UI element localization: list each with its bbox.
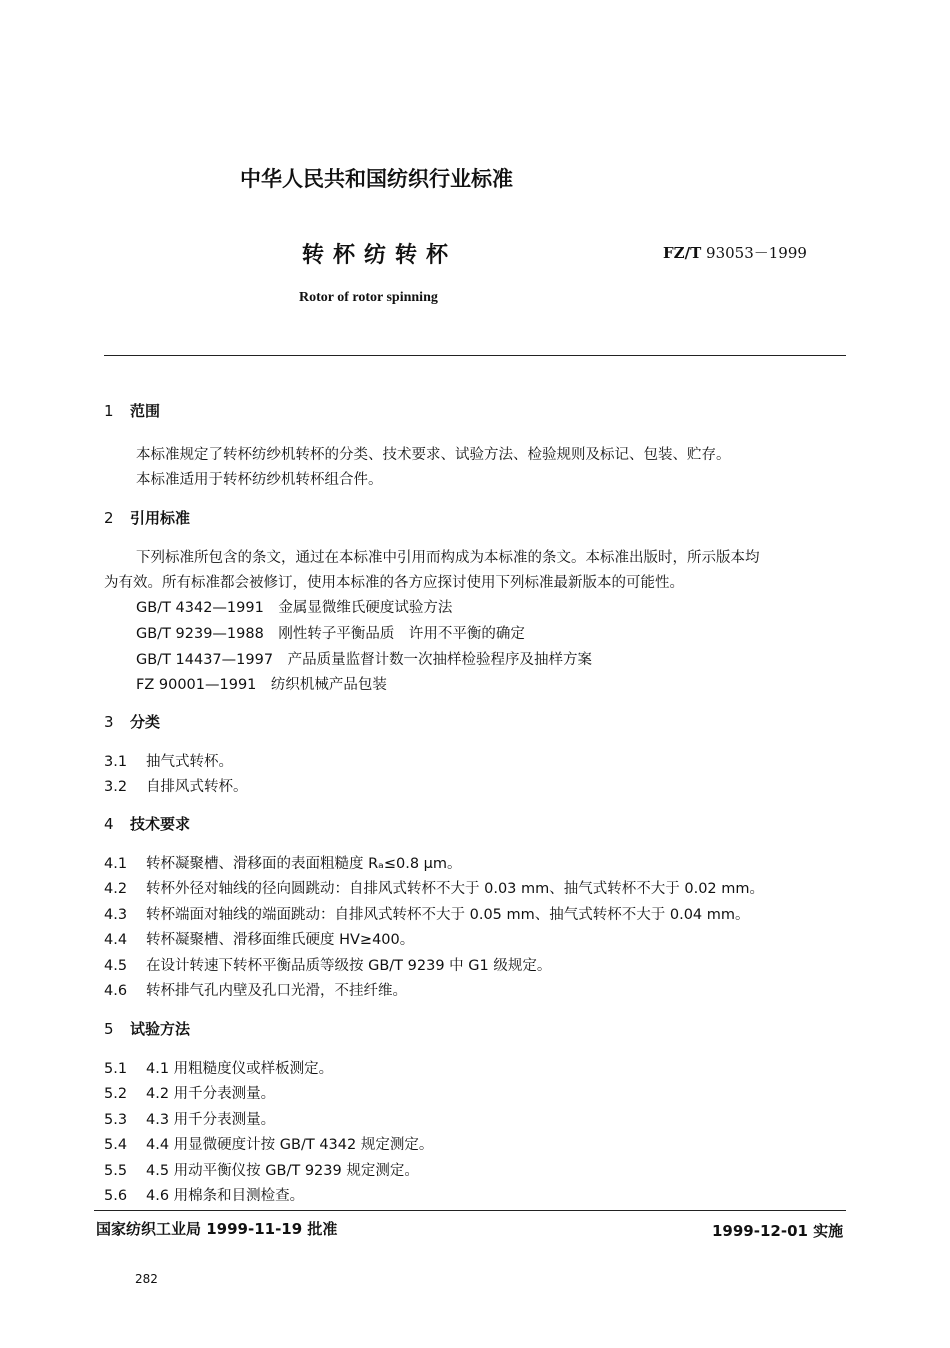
section-1-heading bbox=[104, 400, 160, 421]
list-item bbox=[104, 852, 462, 873]
implementation-date: 1999-12-01 实施 bbox=[712, 1222, 844, 1240]
item-number: 4.2 bbox=[104, 881, 128, 897]
section-2-heading bbox=[104, 507, 190, 528]
item-text: 4.5 用动平衡仪按 GB/T 9239 规定测定。 bbox=[146, 1163, 419, 1179]
section-number: 4 bbox=[104, 815, 114, 833]
section-title: 范围 bbox=[130, 402, 161, 420]
item-text: 抽气式转杯。 bbox=[146, 754, 233, 770]
section-number: 2 bbox=[104, 509, 114, 527]
item-text: 转杯外径对轴线的径向圆跳动：自排风式转杯不大于 0.03 mm、抽气式转杯不大于 0.02 mm。 bbox=[146, 881, 765, 897]
section-number: 1 bbox=[104, 402, 114, 420]
item-number: 5.6 bbox=[104, 1188, 128, 1204]
standard-code-number: 93053－1999 bbox=[706, 244, 807, 262]
page-number: 282 bbox=[135, 1272, 158, 1286]
standard-name: 转杯纺转杯 bbox=[302, 243, 458, 268]
paragraph: 本标准规定了转杯纺纱机转杯的分类、技术要求、试验方法、检验规则及标记、包装、贮存。 bbox=[136, 447, 731, 463]
list-item bbox=[104, 877, 764, 898]
item-number: 5.2 bbox=[104, 1086, 128, 1102]
list-item bbox=[104, 1108, 275, 1129]
list-item bbox=[104, 1159, 419, 1180]
item-text: 4.4 用显微硬度计按 GB/T 4342 规定测定。 bbox=[146, 1137, 434, 1153]
list-item bbox=[104, 903, 750, 924]
item-number: 5.3 bbox=[104, 1112, 128, 1128]
item-number: 3.2 bbox=[104, 779, 128, 795]
section-number: 3 bbox=[104, 713, 114, 731]
list-item bbox=[104, 1057, 333, 1078]
paragraph: 下列标准所包含的条文，通过在本标准中引用而构成为本标准的条文。本标准出版时，所示版本均 bbox=[136, 550, 760, 566]
item-text: 在设计转速下转杯平衡品质等级按 GB/T 9239 中 G1 级规定。 bbox=[146, 958, 552, 974]
section-number: 5 bbox=[104, 1020, 114, 1038]
item-text: 转杯排气孔内壁及孔口光滑，不挂纤维。 bbox=[146, 983, 407, 999]
org-title: 中华人民共和国纺织行业标准 bbox=[240, 167, 513, 191]
item-number: 4.4 bbox=[104, 932, 128, 948]
section-title: 试验方法 bbox=[130, 1020, 191, 1038]
list-item bbox=[104, 954, 551, 975]
standard-code bbox=[663, 242, 807, 263]
item-number: 4.3 bbox=[104, 907, 128, 923]
list-item bbox=[104, 1184, 304, 1205]
paragraph: 为有效。所有标准都会被修订，使用本标准的各方应探讨使用下列标准最新版本的可能性。 bbox=[104, 575, 684, 591]
approval-info: 国家纺织工业局 1999-11-19 批准 bbox=[96, 1220, 338, 1238]
item-number: 5.4 bbox=[104, 1137, 128, 1153]
item-number: 4.5 bbox=[104, 958, 128, 974]
item-number: 4.6 bbox=[104, 983, 128, 999]
item-text: 4.1 用粗糙度仪或样板测定。 bbox=[146, 1061, 334, 1077]
item-text: 转杯凝聚槽、滑移面的表面粗糙度 Rₐ≤0.8 μm。 bbox=[146, 856, 462, 872]
item-text: 4.2 用千分表测量。 bbox=[146, 1086, 276, 1102]
english-title: Rotor of rotor spinning bbox=[299, 290, 438, 305]
item-text: 4.3 用千分表测量。 bbox=[146, 1112, 276, 1128]
item-number: 5.5 bbox=[104, 1163, 128, 1179]
footer-divider bbox=[94, 1210, 846, 1211]
standard-code-prefix: FZ/T bbox=[663, 244, 702, 262]
paragraph: 本标准适用于转杯纺纱机转杯组合件。 bbox=[136, 472, 383, 488]
section-5-heading bbox=[104, 1018, 190, 1039]
list-item bbox=[104, 775, 248, 796]
list-item bbox=[104, 1082, 275, 1103]
list-item bbox=[104, 750, 233, 771]
item-text: 转杯端面对轴线的端面跳动：自排风式转杯不大于 0.05 mm、抽气式转杯不大于 0.04 mm。 bbox=[146, 907, 750, 923]
section-title: 分类 bbox=[130, 713, 161, 731]
list-item bbox=[104, 928, 414, 949]
item-text: 转杯凝聚槽、滑移面维氏硬度 HV≥400。 bbox=[146, 932, 415, 948]
section-title: 技术要求 bbox=[130, 815, 191, 833]
list-item bbox=[104, 1133, 433, 1154]
section-3-heading bbox=[104, 711, 160, 732]
item-number: 3.1 bbox=[104, 754, 128, 770]
header-divider bbox=[104, 355, 846, 356]
item-text: 自排风式转杯。 bbox=[146, 779, 248, 795]
list-item bbox=[104, 979, 407, 1000]
section-4-heading bbox=[104, 813, 190, 834]
section-title: 引用标准 bbox=[130, 509, 191, 527]
reference-item: GB/T 4342—1991 金属显微维氏硬度试验方法 bbox=[136, 600, 453, 616]
item-number: 5.1 bbox=[104, 1061, 128, 1077]
item-number: 4.1 bbox=[104, 856, 128, 872]
reference-item: FZ 90001—1991 纺织机械产品包装 bbox=[136, 677, 387, 693]
reference-item: GB/T 9239—1988 刚性转子平衡品质 许用不平衡的确定 bbox=[136, 626, 525, 642]
reference-item: GB/T 14437—1997 产品质量监督计数一次抽样检验程序及抽样方案 bbox=[136, 652, 593, 668]
item-text: 4.6 用棉条和目测检查。 bbox=[146, 1188, 305, 1204]
